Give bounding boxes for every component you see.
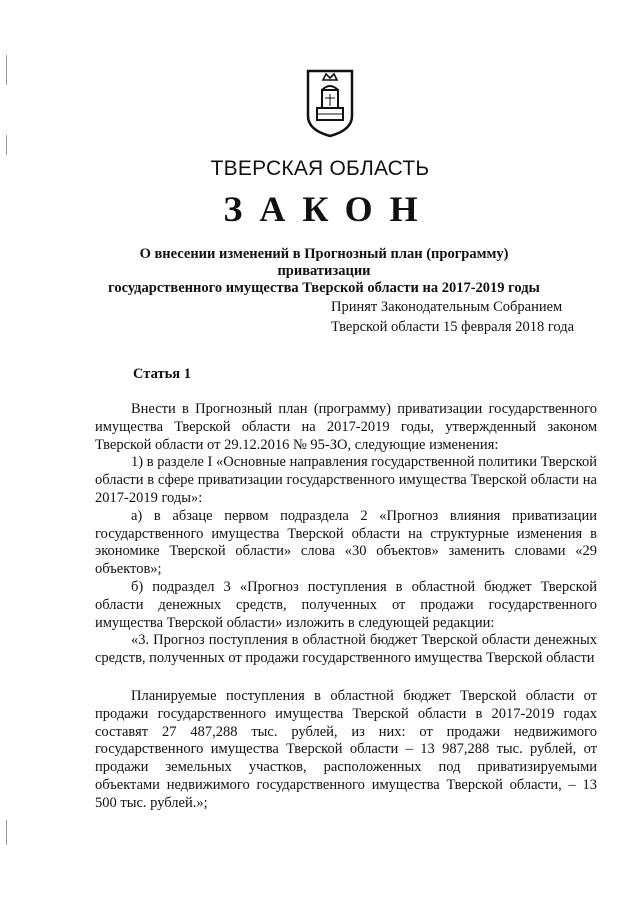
adoption-note <box>331 297 574 337</box>
article-heading: Статья 1 <box>133 366 191 382</box>
scan-margin-mark <box>6 820 7 845</box>
paragraph-item-1b: б) подраздел 3 «Прогноз поступления в областной бюджет Тверской области денежных средств, полученных от продажи государственного имущества Тверской области» изложить в следующей редакции: <box>95 578 597 631</box>
scan-margin-mark <box>6 135 7 155</box>
region-name: ТВЕРСКАЯ ОБЛАСТЬ <box>210 157 430 180</box>
law-title-line: государственного имущества Тверской области на 2017-2019 годы <box>108 280 540 296</box>
paragraph-gap <box>95 668 597 688</box>
paragraph-item-1: 1) в разделе I «Основные направления государственной политики Тверской области в сфере приватизации государственного имущества Тверской области на 2017-2019 годы»: <box>95 454 597 506</box>
quoted-subsection-heading: «3. Прогноз поступления в областной бюджет Тверской области денежных средств, полученных от продажи государственного имущества Тверской области <box>95 632 597 667</box>
adoption-line: Тверской области 15 февраля 2018 года <box>331 319 575 335</box>
document-type-heading: ЗАКОН <box>223 189 435 229</box>
paragraph-intro: Внести в Прогнозный план (программу) приватизации государственного имущества Тверской области на 2017-2019 годы, утвержденный законом Тверской области от 29.12.2016 № 95-ЗО, следующие изменения: <box>95 401 597 453</box>
adoption-line: Принят Законодательным Собранием <box>331 299 563 315</box>
coat-of-arms-emblem <box>305 68 355 138</box>
scan-margin-mark <box>6 55 7 85</box>
article-body <box>95 401 597 813</box>
paragraph-item-1a: а) в абзаце первом подраздела 2 «Прогноз влияния приватизации государственного имущества Тверской области на структурные изменения в экономике Тверской области» слова «30 объектов» заменить словами «29 объектов»; <box>95 507 597 578</box>
law-title-line: О внесении изменений в Прогнозный план (программу) приватизации <box>139 246 509 279</box>
law-title <box>94 246 554 297</box>
quoted-subsection-body: Планируемые поступления в областной бюджет Тверской области от продажи государственного имущества Тверской области в 2017-2019 годах составят 27 487,288 тыс. рублей, из них: от продажи недвижимого государственного имущества Тверской области – 13 987,288 тыс. рублей, от продажи земельных участков, расположенных под приватизируемыми объектами недвижимого государственного имущества Тверской области, – 13 500 тыс. рублей.»; <box>95 687 597 811</box>
